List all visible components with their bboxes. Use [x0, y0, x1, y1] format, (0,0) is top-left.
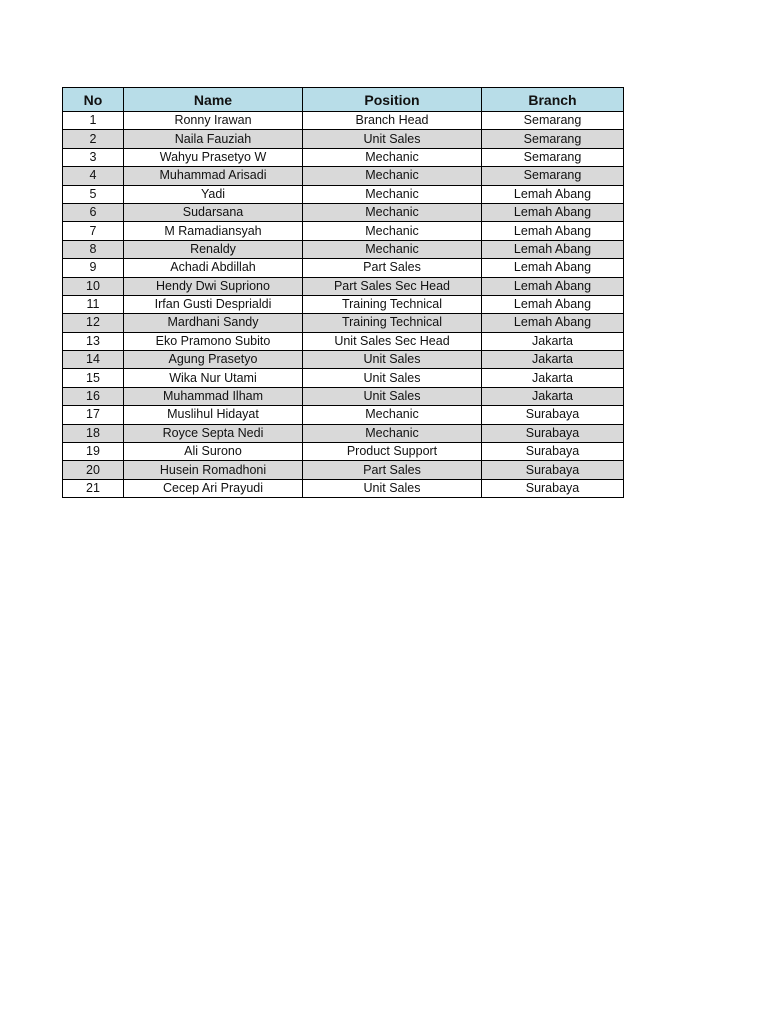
- cell-no: 18: [63, 424, 124, 442]
- cell-name: Agung Prasetyo: [124, 351, 303, 369]
- cell-position: Branch Head: [303, 112, 482, 130]
- cell-name: Eko Pramono Subito: [124, 332, 303, 350]
- cell-position: Part Sales: [303, 259, 482, 277]
- cell-name: Hendy Dwi Supriono: [124, 277, 303, 295]
- cell-position: Mechanic: [303, 167, 482, 185]
- cell-name: Wika Nur Utami: [124, 369, 303, 387]
- cell-position: Mechanic: [303, 406, 482, 424]
- cell-position: Mechanic: [303, 148, 482, 166]
- header-name: Name: [124, 88, 303, 112]
- cell-branch: Lemah Abang: [482, 203, 624, 221]
- cell-name: Cecep Ari Prayudi: [124, 479, 303, 497]
- table-row: [63, 240, 624, 258]
- cell-name: Sudarsana: [124, 203, 303, 221]
- cell-no: 14: [63, 351, 124, 369]
- cell-branch: Lemah Abang: [482, 314, 624, 332]
- cell-position: Unit Sales Sec Head: [303, 332, 482, 350]
- cell-no: 20: [63, 461, 124, 479]
- cell-no: 1: [63, 112, 124, 130]
- cell-branch: Lemah Abang: [482, 240, 624, 258]
- cell-position: Mechanic: [303, 222, 482, 240]
- cell-name: Royce Septa Nedi: [124, 424, 303, 442]
- cell-position: Unit Sales: [303, 130, 482, 148]
- cell-position: Part Sales Sec Head: [303, 277, 482, 295]
- cell-no: 4: [63, 167, 124, 185]
- cell-branch: Surabaya: [482, 461, 624, 479]
- cell-no: 5: [63, 185, 124, 203]
- cell-name: Naila Fauziah: [124, 130, 303, 148]
- cell-no: 9: [63, 259, 124, 277]
- cell-name: Achadi Abdillah: [124, 259, 303, 277]
- cell-position: Mechanic: [303, 424, 482, 442]
- cell-position: Mechanic: [303, 185, 482, 203]
- cell-no: 6: [63, 203, 124, 221]
- cell-no: 2: [63, 130, 124, 148]
- cell-position: Unit Sales: [303, 369, 482, 387]
- cell-no: 15: [63, 369, 124, 387]
- cell-position: Unit Sales: [303, 351, 482, 369]
- cell-branch: Jakarta: [482, 332, 624, 350]
- cell-name: M Ramadiansyah: [124, 222, 303, 240]
- table-row: [63, 167, 624, 185]
- table-row: [63, 314, 624, 332]
- cell-no: 8: [63, 240, 124, 258]
- table-row: [63, 461, 624, 479]
- cell-no: 19: [63, 443, 124, 461]
- table-header: [63, 88, 624, 112]
- cell-branch: Jakarta: [482, 351, 624, 369]
- cell-branch: Semarang: [482, 130, 624, 148]
- table-row: [63, 112, 624, 130]
- table-row: [63, 332, 624, 350]
- table-row: [63, 222, 624, 240]
- cell-no: 3: [63, 148, 124, 166]
- cell-branch: Jakarta: [482, 387, 624, 405]
- table-row: [63, 203, 624, 221]
- table-row: [63, 387, 624, 405]
- cell-position: Mechanic: [303, 203, 482, 221]
- cell-name: Muhammad Arisadi: [124, 167, 303, 185]
- table-row: [63, 185, 624, 203]
- cell-branch: Lemah Abang: [482, 295, 624, 313]
- header-row: [63, 88, 624, 112]
- cell-branch: Surabaya: [482, 479, 624, 497]
- cell-position: Product Support: [303, 443, 482, 461]
- cell-branch: Lemah Abang: [482, 185, 624, 203]
- cell-position: Unit Sales: [303, 479, 482, 497]
- cell-no: 17: [63, 406, 124, 424]
- cell-position: Mechanic: [303, 240, 482, 258]
- table-row: [63, 295, 624, 313]
- cell-name: Ronny Irawan: [124, 112, 303, 130]
- cell-no: 10: [63, 277, 124, 295]
- cell-branch: Lemah Abang: [482, 222, 624, 240]
- cell-position: Unit Sales: [303, 387, 482, 405]
- cell-no: 21: [63, 479, 124, 497]
- table-row: [63, 148, 624, 166]
- cell-branch: Surabaya: [482, 443, 624, 461]
- cell-name: Yadi: [124, 185, 303, 203]
- cell-no: 13: [63, 332, 124, 350]
- cell-no: 7: [63, 222, 124, 240]
- cell-name: Irfan Gusti Desprialdi: [124, 295, 303, 313]
- cell-branch: Lemah Abang: [482, 277, 624, 295]
- cell-name: Ali Surono: [124, 443, 303, 461]
- employee-sheet: [62, 87, 624, 498]
- cell-name: Husein Romadhoni: [124, 461, 303, 479]
- cell-branch: Semarang: [482, 112, 624, 130]
- cell-name: Wahyu Prasetyo W: [124, 148, 303, 166]
- cell-position: Training Technical: [303, 295, 482, 313]
- cell-name: Mardhani Sandy: [124, 314, 303, 332]
- table-row: [63, 424, 624, 442]
- cell-branch: Lemah Abang: [482, 259, 624, 277]
- table-row: [63, 369, 624, 387]
- cell-branch: Semarang: [482, 167, 624, 185]
- cell-no: 11: [63, 295, 124, 313]
- cell-no: 16: [63, 387, 124, 405]
- header-position: Position: [303, 88, 482, 112]
- cell-branch: Jakarta: [482, 369, 624, 387]
- cell-name: Renaldy: [124, 240, 303, 258]
- table-body: [63, 112, 624, 498]
- cell-name: Muhammad Ilham: [124, 387, 303, 405]
- cell-position: Training Technical: [303, 314, 482, 332]
- cell-position: Part Sales: [303, 461, 482, 479]
- cell-branch: Surabaya: [482, 424, 624, 442]
- table-row: [63, 479, 624, 497]
- cell-name: Muslihul Hidayat: [124, 406, 303, 424]
- table-row: [63, 406, 624, 424]
- employee-table: [62, 87, 624, 498]
- table-row: [63, 130, 624, 148]
- header-branch: Branch: [482, 88, 624, 112]
- header-no: No: [63, 88, 124, 112]
- table-row: [63, 277, 624, 295]
- table-row: [63, 351, 624, 369]
- cell-no: 12: [63, 314, 124, 332]
- cell-branch: Surabaya: [482, 406, 624, 424]
- table-row: [63, 443, 624, 461]
- cell-branch: Semarang: [482, 148, 624, 166]
- table-row: [63, 259, 624, 277]
